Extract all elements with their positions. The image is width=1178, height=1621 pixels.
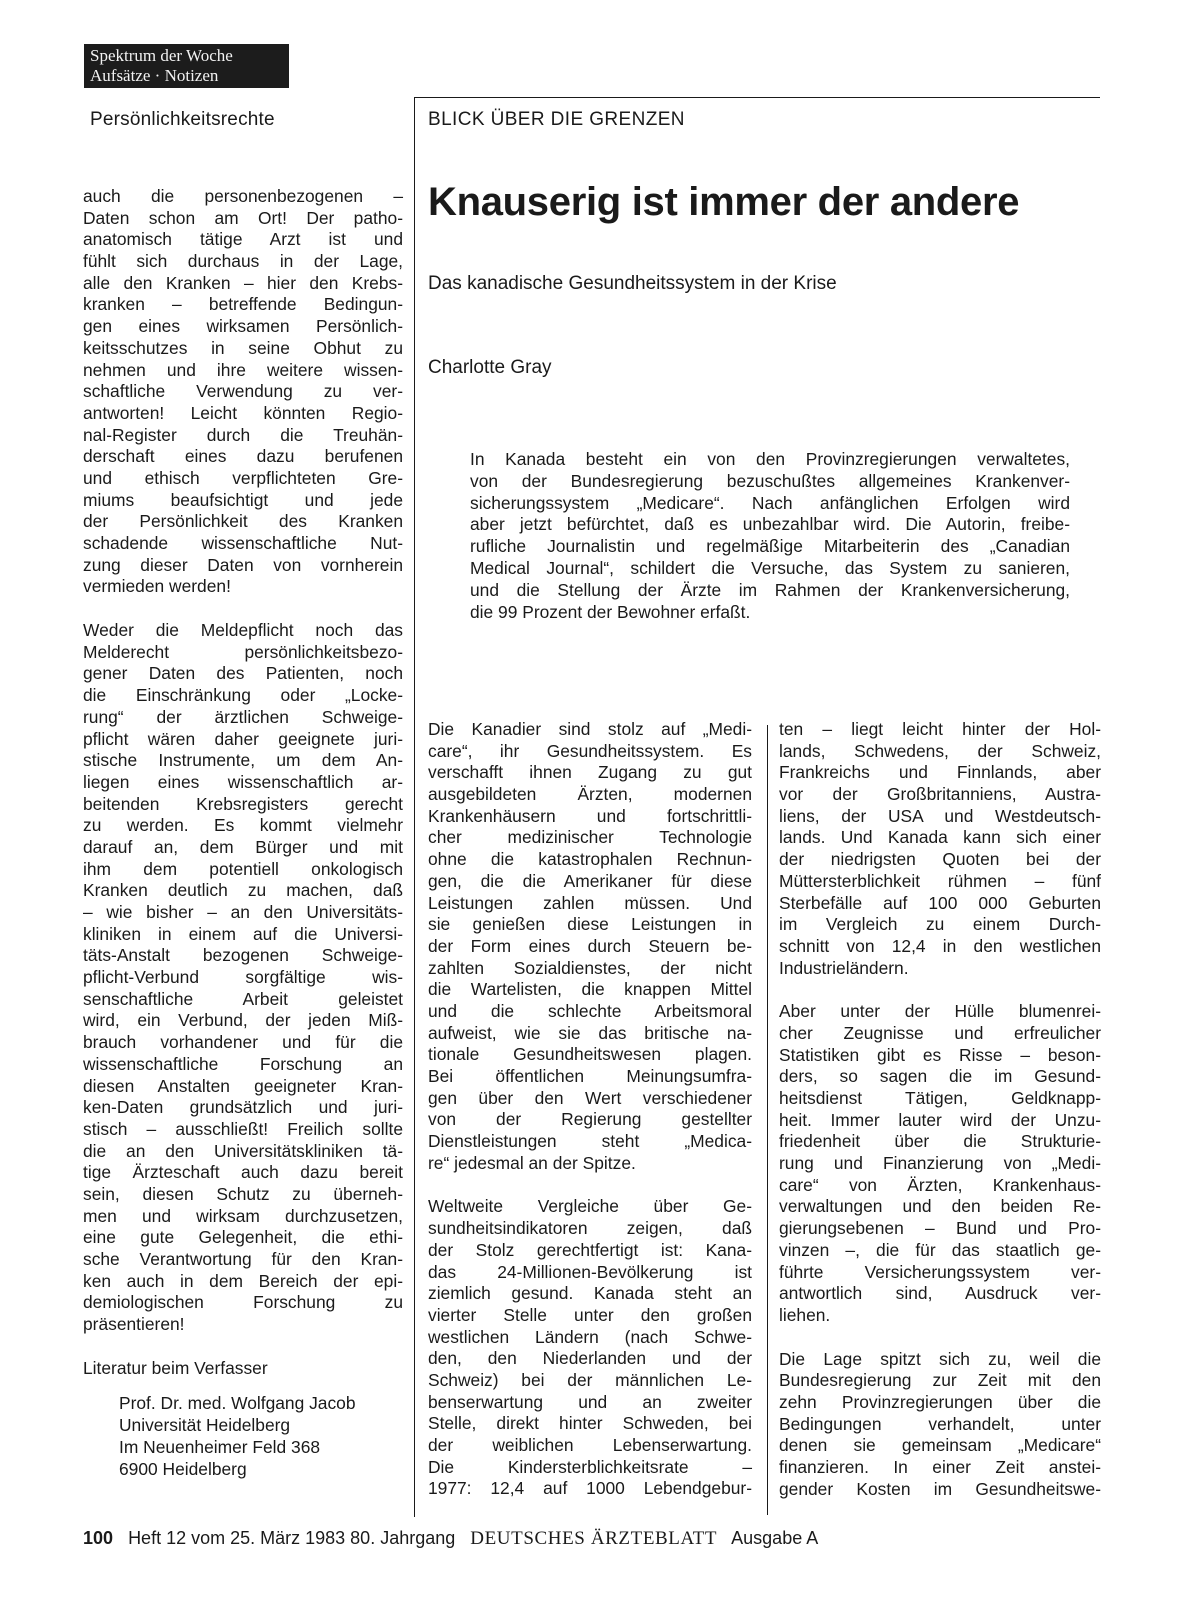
text-line: 1977: 12,4 auf 1000 Lebendgebur- xyxy=(428,1478,752,1499)
text-line: beitenden Krebsregisters gerecht xyxy=(83,793,403,814)
text-line: alle den Kranken – hier den Krebs- xyxy=(83,272,403,293)
text-line: Dienstleistungen steht „Medica- xyxy=(428,1131,752,1152)
text-line: pflicht-Verbund sorgfältige wis- xyxy=(83,967,403,988)
article-lede xyxy=(470,449,1070,623)
text-line: verwaltungen und den beiden Re- xyxy=(779,1196,1101,1217)
text-line: lands. Und Kanada kann sich einer xyxy=(779,827,1101,848)
text-line: tige Ärzteschaft auch dazu bereit xyxy=(83,1162,403,1183)
text-line: antworten! Leicht könnten Regio- xyxy=(83,402,403,423)
text-line: der weiblichen Lebenserwartung. xyxy=(428,1435,752,1455)
text-line: sicherungssystem „Medicare“. Nach anfänglichen Erfolgen wird xyxy=(470,492,1070,513)
text-line: sie genießen diese Leistungen in xyxy=(428,914,752,935)
text-line: der Form eines durch Steuern be- xyxy=(428,935,752,956)
text-line: liegen eines wissenschaftlich ar- xyxy=(83,771,403,792)
text-line: Weltweite Vergleiche über Ge- xyxy=(428,1196,752,1217)
text-line: sche Verantwortung für den Kran- xyxy=(83,1249,403,1269)
text-line: antwortlich sind, Ausdruck ver- xyxy=(779,1283,1101,1304)
text-line: vierter Stelle unter den großen xyxy=(428,1304,752,1325)
text-line: anatomisch tätige Arzt ist und xyxy=(83,229,403,250)
text-line: wissenschaftliche Forschung an xyxy=(83,1053,403,1074)
text-line: zahlten Sozialdienstes, der nicht xyxy=(428,957,752,978)
article-subtitle: Das kanadische Gesundheitssystem in der Krise xyxy=(428,273,837,294)
text-line: denen sie gemeinsam „Medicare“ xyxy=(779,1435,1101,1456)
text-line: täts-Anstalt bezogenen Schweige- xyxy=(83,945,403,966)
text-line: die Einschränkung oder „Locke- xyxy=(83,685,403,706)
text-line: Frankreichs und Finnlands, aber xyxy=(779,762,1101,783)
text-line: der niedrigsten Quoten bei der xyxy=(779,849,1101,870)
text-line: kranken – betreffende Bedingun- xyxy=(83,294,403,315)
text-line: Die Kindersterblichkeitsrate – xyxy=(428,1456,752,1477)
text-line: diesen Anstalten geeigneter Kran- xyxy=(83,1075,403,1096)
author-signature xyxy=(83,1393,403,1480)
text-line: gender Kosten im Gesundheitswe- xyxy=(779,1478,1101,1499)
text-line: stische Instrumente, um dem An- xyxy=(83,750,403,771)
text-line: gen eines wirksamen Persönlich- xyxy=(83,316,403,337)
text-line: präsentieren! xyxy=(83,1314,185,1335)
text-line: friedenheit über die Strukturie- xyxy=(779,1131,1101,1152)
text-line: brauch vorhandener und für die xyxy=(83,1032,403,1053)
text-line: zung dieser Daten von vornherein xyxy=(83,554,403,575)
text-line: derschaft eines dazu berufenen xyxy=(83,446,403,467)
issue-info: Heft 12 vom 25. März 1983 80. Jahrgang xyxy=(128,1528,456,1548)
text-line: miums beaufsichtigt und jede xyxy=(83,489,403,510)
text-line: vermieden werden! xyxy=(83,576,231,597)
text-line: tionale Gesundheitswesen plagen. xyxy=(428,1044,752,1065)
text-line: Weder die Meldepflicht noch das xyxy=(83,620,403,641)
middle-column-paragraph-2 xyxy=(428,1196,752,1500)
left-column-paragraph-1 xyxy=(83,186,403,598)
text-line: Im Neuenheimer Feld 368 xyxy=(119,1436,321,1457)
text-line: führte Versicherungssystem ver- xyxy=(779,1261,1101,1282)
text-line: finanzieren. In einer Zeit anstei- xyxy=(779,1457,1101,1477)
text-line: von der Bundesregierung bezuschußtes allgemeines Krankenver- xyxy=(470,470,1070,491)
text-line: Aber unter der Hülle blumenrei- xyxy=(779,1001,1101,1022)
text-line: ziemlich gesund. Kanada steht an xyxy=(428,1283,752,1304)
text-line: gener Daten des Patienten, noch xyxy=(83,663,403,684)
text-line: aber jetzt befürchtet, daß es unbezahlbar wird. Die Autorin, freibe- xyxy=(470,514,1070,535)
journal-name: DEUTSCHES ÄRZTEBLATT xyxy=(470,1528,718,1549)
text-line: Daten schon am Ort! Der patho- xyxy=(83,207,403,228)
text-line: verschafft ihnen Zugang zu gut xyxy=(428,762,752,783)
text-line: das 24-Millionen-Bevölkerung ist xyxy=(428,1261,752,1282)
column-divider-right xyxy=(767,725,768,1515)
text-line: ten – liegt leicht hinter der Hol- xyxy=(779,719,1101,739)
text-line: re“ jedesmal an der Spitze. xyxy=(428,1152,636,1173)
left-section-label: Persönlichkeitsrechte xyxy=(90,109,275,130)
text-line: pflicht wären daher geeignete juri- xyxy=(83,728,403,749)
text-line: vinzen –, die für das staatlich ge- xyxy=(779,1239,1101,1260)
text-line: Universität Heidelberg xyxy=(119,1415,291,1436)
text-line: gierungsebenen – Bund und Pro- xyxy=(779,1218,1101,1239)
text-line: cher medizinischer Technologie xyxy=(428,827,752,848)
edition-info: Ausgabe A xyxy=(731,1528,819,1548)
text-line: Medical Journal“, schildert die Versuche, das System zu sanieren, xyxy=(470,557,1070,578)
text-line: Statistiken gibt es Risse – beson- xyxy=(779,1044,1101,1065)
text-line: ihm dem potentiell onkologisch xyxy=(83,858,403,879)
text-line: heitsdienst Tätigen, Geldknapp- xyxy=(779,1088,1101,1108)
text-line: nal-Register durch die Treuhän- xyxy=(83,424,403,445)
text-line: ken auch in dem Bereich der epi- xyxy=(83,1270,403,1291)
text-line: aufweist, wie sie das britische na- xyxy=(428,1022,752,1043)
text-line: den, den Niederlanden und der xyxy=(428,1348,752,1369)
text-line: zehn Provinzregierungen über die xyxy=(779,1391,1101,1412)
literature-note: Literatur beim Verfasser xyxy=(83,1357,268,1378)
text-line: westlichen Ländern (nach Schwe- xyxy=(428,1326,752,1347)
text-line: schaftliche Verwendung zu ver- xyxy=(83,381,403,402)
text-line: cher Zeugnisse und erfreulicher xyxy=(779,1022,1101,1043)
middle-column xyxy=(428,719,752,1500)
text-line: schnitt von 12,4 in den westlichen xyxy=(779,935,1101,956)
text-line: die Wartelisten, die knappen Mittel xyxy=(428,979,752,1000)
text-line: Müttersterblichkeit rühmen – fünf xyxy=(779,870,1101,891)
top-rule xyxy=(414,97,1100,98)
text-line: care“, ihr Gesundheitssystem. Es xyxy=(428,740,752,761)
right-column-paragraph-2 xyxy=(779,1001,1101,1326)
text-line: fühlt sich durchaus in der Lage, xyxy=(83,251,403,272)
text-line: senschaftliche Arbeit geleistet xyxy=(83,988,403,1009)
text-line: darauf an, dem Bürger und mit xyxy=(83,836,403,857)
text-line: Stelle, direkt hinter Schweden, bei xyxy=(428,1413,752,1434)
text-line: Schweiz) bei der männlichen Le- xyxy=(428,1369,752,1390)
text-line: Sterbefälle auf 100 000 Geburten xyxy=(779,892,1101,913)
page-number: 100 xyxy=(83,1528,114,1548)
text-line: sein, diesen Schutz zu überneh- xyxy=(83,1183,403,1204)
text-line: Die Lage spitzt sich zu, weil die xyxy=(779,1348,1101,1369)
left-column xyxy=(83,186,403,1480)
text-line: der Stolz gerechtfertigt ist: Kana- xyxy=(428,1239,752,1260)
text-line: Krankenhäusern und fortschrittli- xyxy=(428,805,752,826)
page-footer xyxy=(83,1528,818,1550)
right-section-label: BLICK ÜBER DIE GRENZEN xyxy=(428,109,685,130)
text-line: von der Regierung gestellter xyxy=(428,1109,752,1130)
text-line: im Vergleich zu einem Durch- xyxy=(779,914,1101,935)
text-line: kliniken in einem auf die Universi- xyxy=(83,923,403,944)
text-line: gen über den Wert verschiedener xyxy=(428,1087,752,1108)
text-line: heit. Immer lauter wird der Unzu- xyxy=(779,1109,1101,1130)
text-line: Bedingungen verhandelt, unter xyxy=(779,1413,1101,1434)
text-line: keitsschutzes in seine Obhut zu xyxy=(83,337,403,358)
text-line: care“ von Ärzten, Krankenhaus- xyxy=(779,1174,1101,1195)
middle-column-paragraph-1 xyxy=(428,719,752,1174)
text-line: Die Kanadier sind stolz auf „Medi- xyxy=(428,719,752,739)
rubric-line-2: Aufsätze · Notizen xyxy=(90,66,219,85)
text-line: wird, ein Verbund, der jeden Miß- xyxy=(83,1010,403,1031)
text-line: die 99 Prozent der Bewohner erfaßt. xyxy=(470,601,751,622)
text-line: auch die personenbezogenen – xyxy=(83,186,403,206)
text-line: zu werden. Es kommt vielmehr xyxy=(83,815,403,836)
text-line: nehmen und ihre weitere wissen- xyxy=(83,359,403,380)
text-line: 6900 Heidelberg xyxy=(119,1458,247,1479)
text-line: gen, die die Amerikaner für diese xyxy=(428,870,752,891)
text-line: sundheitsindikatoren zeigen, daß xyxy=(428,1218,752,1239)
text-line: liehen. xyxy=(779,1304,831,1325)
text-line: ohne die katastrophalen Rechnun- xyxy=(428,849,752,870)
right-column-paragraph-3 xyxy=(779,1349,1101,1501)
text-line: rung und Finanzierung von „Medi- xyxy=(779,1153,1101,1174)
text-line: demiologischen Forschung zu xyxy=(83,1292,403,1313)
text-line: schadende wissenschaftliche Nut- xyxy=(83,533,403,553)
text-line: liens, der USA und Westdeutsch- xyxy=(779,805,1101,826)
text-line: die an den Universitätskliniken tä- xyxy=(83,1140,403,1161)
article-author: Charlotte Gray xyxy=(428,357,552,378)
right-column xyxy=(779,719,1101,1500)
text-line: rufliche Journalistin und regelmäßige Mitarbeiterin des „Canadian xyxy=(470,536,1070,557)
column-divider-left xyxy=(414,97,415,1517)
left-column-paragraph-2 xyxy=(83,620,403,1336)
section-rubric xyxy=(84,44,289,88)
text-line: Leistungen zahlen müssen. Und xyxy=(428,892,752,913)
text-line: Bundesregierung zur Zeit mit den xyxy=(779,1370,1101,1391)
text-line: rung“ der ärztlichen Schweige- xyxy=(83,706,403,727)
text-line: stisch – ausschließt! Freilich sollte xyxy=(83,1118,403,1139)
text-line: und die Stellung der Ärzte im Rahmen der Krankenversicherung, xyxy=(470,579,1070,600)
text-line: men und wirksam durchzusetzen, xyxy=(83,1205,403,1226)
text-line: Prof. Dr. med. Wolfgang Jacob xyxy=(119,1393,356,1414)
text-line: – wie bisher – an den Universitäts- xyxy=(83,902,403,922)
text-line: lands, Schwedens, der Schweiz, xyxy=(779,740,1101,761)
text-line: eine gute Gelegenheit, die ethi- xyxy=(83,1227,403,1248)
text-line: Industrieländern. xyxy=(779,957,909,978)
text-line: ders, so sagen die im Gesund- xyxy=(779,1066,1101,1087)
text-line: der Persönlichkeit des Kranken xyxy=(83,511,403,532)
article-title: Knauserig ist immer der andere xyxy=(428,180,1020,224)
text-line: Kranken deutlich zu machen, daß xyxy=(83,880,403,901)
text-line: Melderecht persönlichkeitsbezo- xyxy=(83,641,403,662)
text-line: benserwartung und an zweiter xyxy=(428,1391,752,1412)
text-line: ausgebildeten Ärzten, modernen xyxy=(428,784,752,805)
text-line: vor der Großbritanniens, Austra- xyxy=(779,784,1101,805)
text-line: ken-Daten grundsätzlich und juri- xyxy=(83,1097,403,1118)
right-column-paragraph-1 xyxy=(779,719,1101,979)
text-line: und ethisch verpflichteten Gre- xyxy=(83,467,403,488)
text-line: Bei öffentlichen Meinungsumfra- xyxy=(428,1066,752,1086)
text-line: In Kanada besteht ein von den Provinzregierungen verwaltetes, xyxy=(470,449,1070,469)
rubric-line-1: Spektrum der Woche xyxy=(90,46,233,65)
text-line: und die schlechte Arbeitsmoral xyxy=(428,1000,752,1021)
